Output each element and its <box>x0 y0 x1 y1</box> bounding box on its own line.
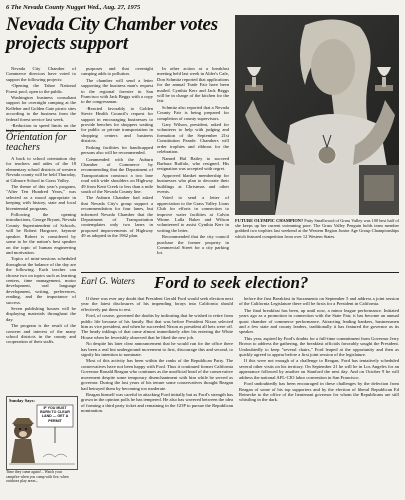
main-headline: Nevada City Chamber votes projects support <box>6 14 218 54</box>
paragraph: No despite his later clear announcement that he would run for the office there has been a real but underground movement to first, discourage this and second, to signify his intention to nominate. <box>81 341 233 358</box>
paragraph: Seven publishing houses will be displaying materials throughout the day. <box>6 305 76 322</box>
paragraph: purposes and that overnight camping adds to pollution. <box>81 66 153 77</box>
paragraph: Ford, of course, governed the doubts by indicating that he wished to retire from public life because of his family. But that was before President Nixon selected him as vice president, and when he succeeded Nixon as president all bets were off. The heady inklings of that came almost immediately after his entering the White House when he feverishly observed that he liked the new job. <box>81 313 233 340</box>
paragraph: The theme of this year's program, "After Ten Hundred Years," was selected as a mood appropriate in keeping with history, state and local bicentennial programs. <box>6 184 76 211</box>
paragraph: Most of this activity has been within the ranks of the Republican Party. The conservatives have not been happy with Ford. Thus it continued former California Governor Ronald Reagan who continues as the unofficial head of the conservative movement despite some temporary disenchantment with him while he served as governor. During the last years of his tenure some conservatives thought Reagan had betrayed them by becoming too moderate. <box>81 358 233 391</box>
sidebar-body <box>6 156 76 394</box>
swimmer-photo-image <box>235 15 399 215</box>
second-headline: Ford to seek election? <box>154 273 309 292</box>
paragraph: The Auburn Chamber had asked that Nevada City's group support a recommendation for four lanes, but informed Nevada Chamber that the Department of Transportation contemplates only two lanes in proposed improvements of Highway 49 as adopted in the 1962 plan. <box>81 195 153 239</box>
paragraph: If there was ever any doubt that President Gerald Ford would seek election next year the latest disclosures of his impending forays into California should effectively put them to rest. <box>81 296 233 312</box>
paragraph: Following the opening introductions, George Bryant, Nevada County Superintendent of Schools, will be Robert Hargrave, keynote speaker. Robert is considered by some to be the nation's best speaker on the topic of human engineering and motivation. <box>6 212 76 255</box>
paragraph: before the first Breakfast in Sacramento on September 5 and address a joint session of the California Legislature there will be firsts for a President in California. <box>239 296 399 307</box>
paragraph: Schmitz also reported that a Nevada County Fair is being prepared for completion of county supervisors. <box>157 104 229 121</box>
divider <box>6 130 76 131</box>
columnist-byline: Earl G. Waters <box>81 276 135 286</box>
paragraph: Commended with the Auburn Chamber of Commerce by recommending that the Department of Transportation construct a two lane road with wide shoulders on Highway 49 from Kent Creek to less than a mile south of the Nevada County line. <box>81 156 153 194</box>
paragraph: -Reacted favorably to Golden Stevie Health Council's request for support in encouraging businesses to provide benches for shoppers waiting for public or private transportation in shopping centers and business districts. <box>81 105 153 144</box>
paragraph: Approved blanket membership for businesses who plan to decorate their buildings at Christmas and other events. <box>157 172 229 194</box>
photo-caption <box>235 218 399 239</box>
paragraph: This year, aspired by Ford's doubts for a full-time commitment from Governor Jerry Brown to address the gathering, the breakfast officials favorably sought the President. Undoubtedly to keep "several chairs," Ford leaped at the opportunity and then as quickly agreed to appear before a first joint session of the legislature. <box>239 335 399 358</box>
paragraph: -Reduction in speed limits on the highways. <box>6 123 76 134</box>
paragraph: Named Hal Bailey to succeed Barbara Ruffalo, who resigned. His resignation was accepted with regret. <box>157 155 229 172</box>
paragraph: Reagan himself was careful in attacking Ford initially but as Ford's strength has grown in the opinion polls he has tempered. He also has wavered between the idea of forming a third party ticket and remaining in the GOP to pursue the Republican nomination. <box>81 391 233 414</box>
swimmer-photo <box>235 15 399 215</box>
cartoon-label: Sunday Says: <box>9 398 35 403</box>
paragraph: The program is the result of the concern and interest of the many school districts in the county and cooperation of their staffs. <box>6 323 76 345</box>
photo-caption-lead: FUTURE OLYMPIC CHAMPION? <box>235 218 304 223</box>
second-story-right-column <box>239 296 399 492</box>
main-story-column-3 <box>157 66 229 268</box>
paragraph: The final breakfast has been, up until now, a minor league performance. Initiated years ago as a promotion in connection with the State Fair, it has become an annual quasi chamber of commerce performance. Attracting leading bankers, businessmen and a few state and county leaders, traditionally it has featured the governor as its speaker. <box>239 307 399 335</box>
paragraph: Ford undoubtedly has been encouraged in these challenges by the defection from Reagan of some of his top supporters and by the election of liberal Republican Ed Reinecke to the office of the lieutenant governor for whom the Republicans are still whistling in the dark. <box>239 381 399 403</box>
main-story-column-2 <box>81 66 153 268</box>
paragraph: Topics of mini-sessions scheduled throughout the balance of the day are the following. Each teacher can choose two on topics such as learning centers, time management, motor development, oral language development, writing, preferences, reading, and the importance of success. <box>6 256 76 305</box>
paragraph: Washington business consultant support for overnight camping at the Kelleher and Golden Gate picnic sites according to the business from the federal forest service last week. <box>6 95 76 122</box>
fire-prevention-cartoon <box>6 396 78 470</box>
sidebar-headline: Orientation for teachers <box>6 132 67 153</box>
paragraph: Recommended that the city council purchase the former property in Commercial Street for a city parking lot. <box>157 234 229 256</box>
main-story-column-1 <box>6 66 76 134</box>
photo-caption-text: Patty Smallwood of Grass Valley was 100 best half of she keeps up her current swimming pace. The Grass Valley Penguin holds team member grabbed two trophies last weekend at the Western Region Junior Age Group Championships which featured competition from over 12 Western States. <box>235 218 399 239</box>
paragraph: Nevada City Chamber of Commerce directors have voted to support the following projects: <box>6 66 76 82</box>
paragraph: A back to school orientation day for teachers and aides of the 18 elementary school districts of western Nevada county will be held Thursday, at Gilmore School in Grass Valley. <box>6 156 76 183</box>
page-folio: 6 The Nevada County Nugget Wed., Aug. 27, 1975 <box>6 4 141 11</box>
second-story-left-column <box>81 296 233 492</box>
paragraph: Parking facilities for handicapped persons also will be recommended. <box>81 144 153 156</box>
cartoon-caption: Time they came again!... Watch your campfire when you camp with fire, when outdoors play areas... <box>6 470 69 484</box>
paragraph: If this were not enough of a challenge to Reagan, Ford has tentatively scheduled several other visits on his territory. On September 21 he will be in Los Angeles for an appearance followed by another on Stanford the next day. And on October 9 he will address the national AFL-CIO labor convention in San Francisco. <box>239 358 399 380</box>
paragraph: -Opening the Tahoe National Forest pool, open to the public. <box>6 83 76 94</box>
paragraph: Voted to send a letter of appreciation to the Grass Valley Lions Club for efforts in connection to improve water facilities at Calvin Winne. Lalla Baker and Wilson volunteered to assist Cynthia Kerr in writing the letter. <box>157 195 229 233</box>
paragraph: In other action at a breakfast meeting held last week in Alder's Cafe, Don Schmitz reported that applications for the annual Trade Fair have been mailed. Cynthia Kerr and Jack Beggs will be in charge of the kitchen for the fair. <box>157 66 229 104</box>
cartoon-sign-text: IF YOU MUST BURN TO CLEAR LAND — GET A PERMIT <box>40 406 70 423</box>
paragraph: The chamber will send a letter supporting the business man's request to the regional forester in San Francisco with Jack Beggs with a copy to the congressman. <box>81 77 153 105</box>
newspaper-page <box>6 4 401 494</box>
paragraph: Gary Wilson, president, asked for volunteers to help with judging and formation of the September 21st Constitution Parade. Chambers will order trophies and ribbons for the celebration. <box>157 122 229 155</box>
